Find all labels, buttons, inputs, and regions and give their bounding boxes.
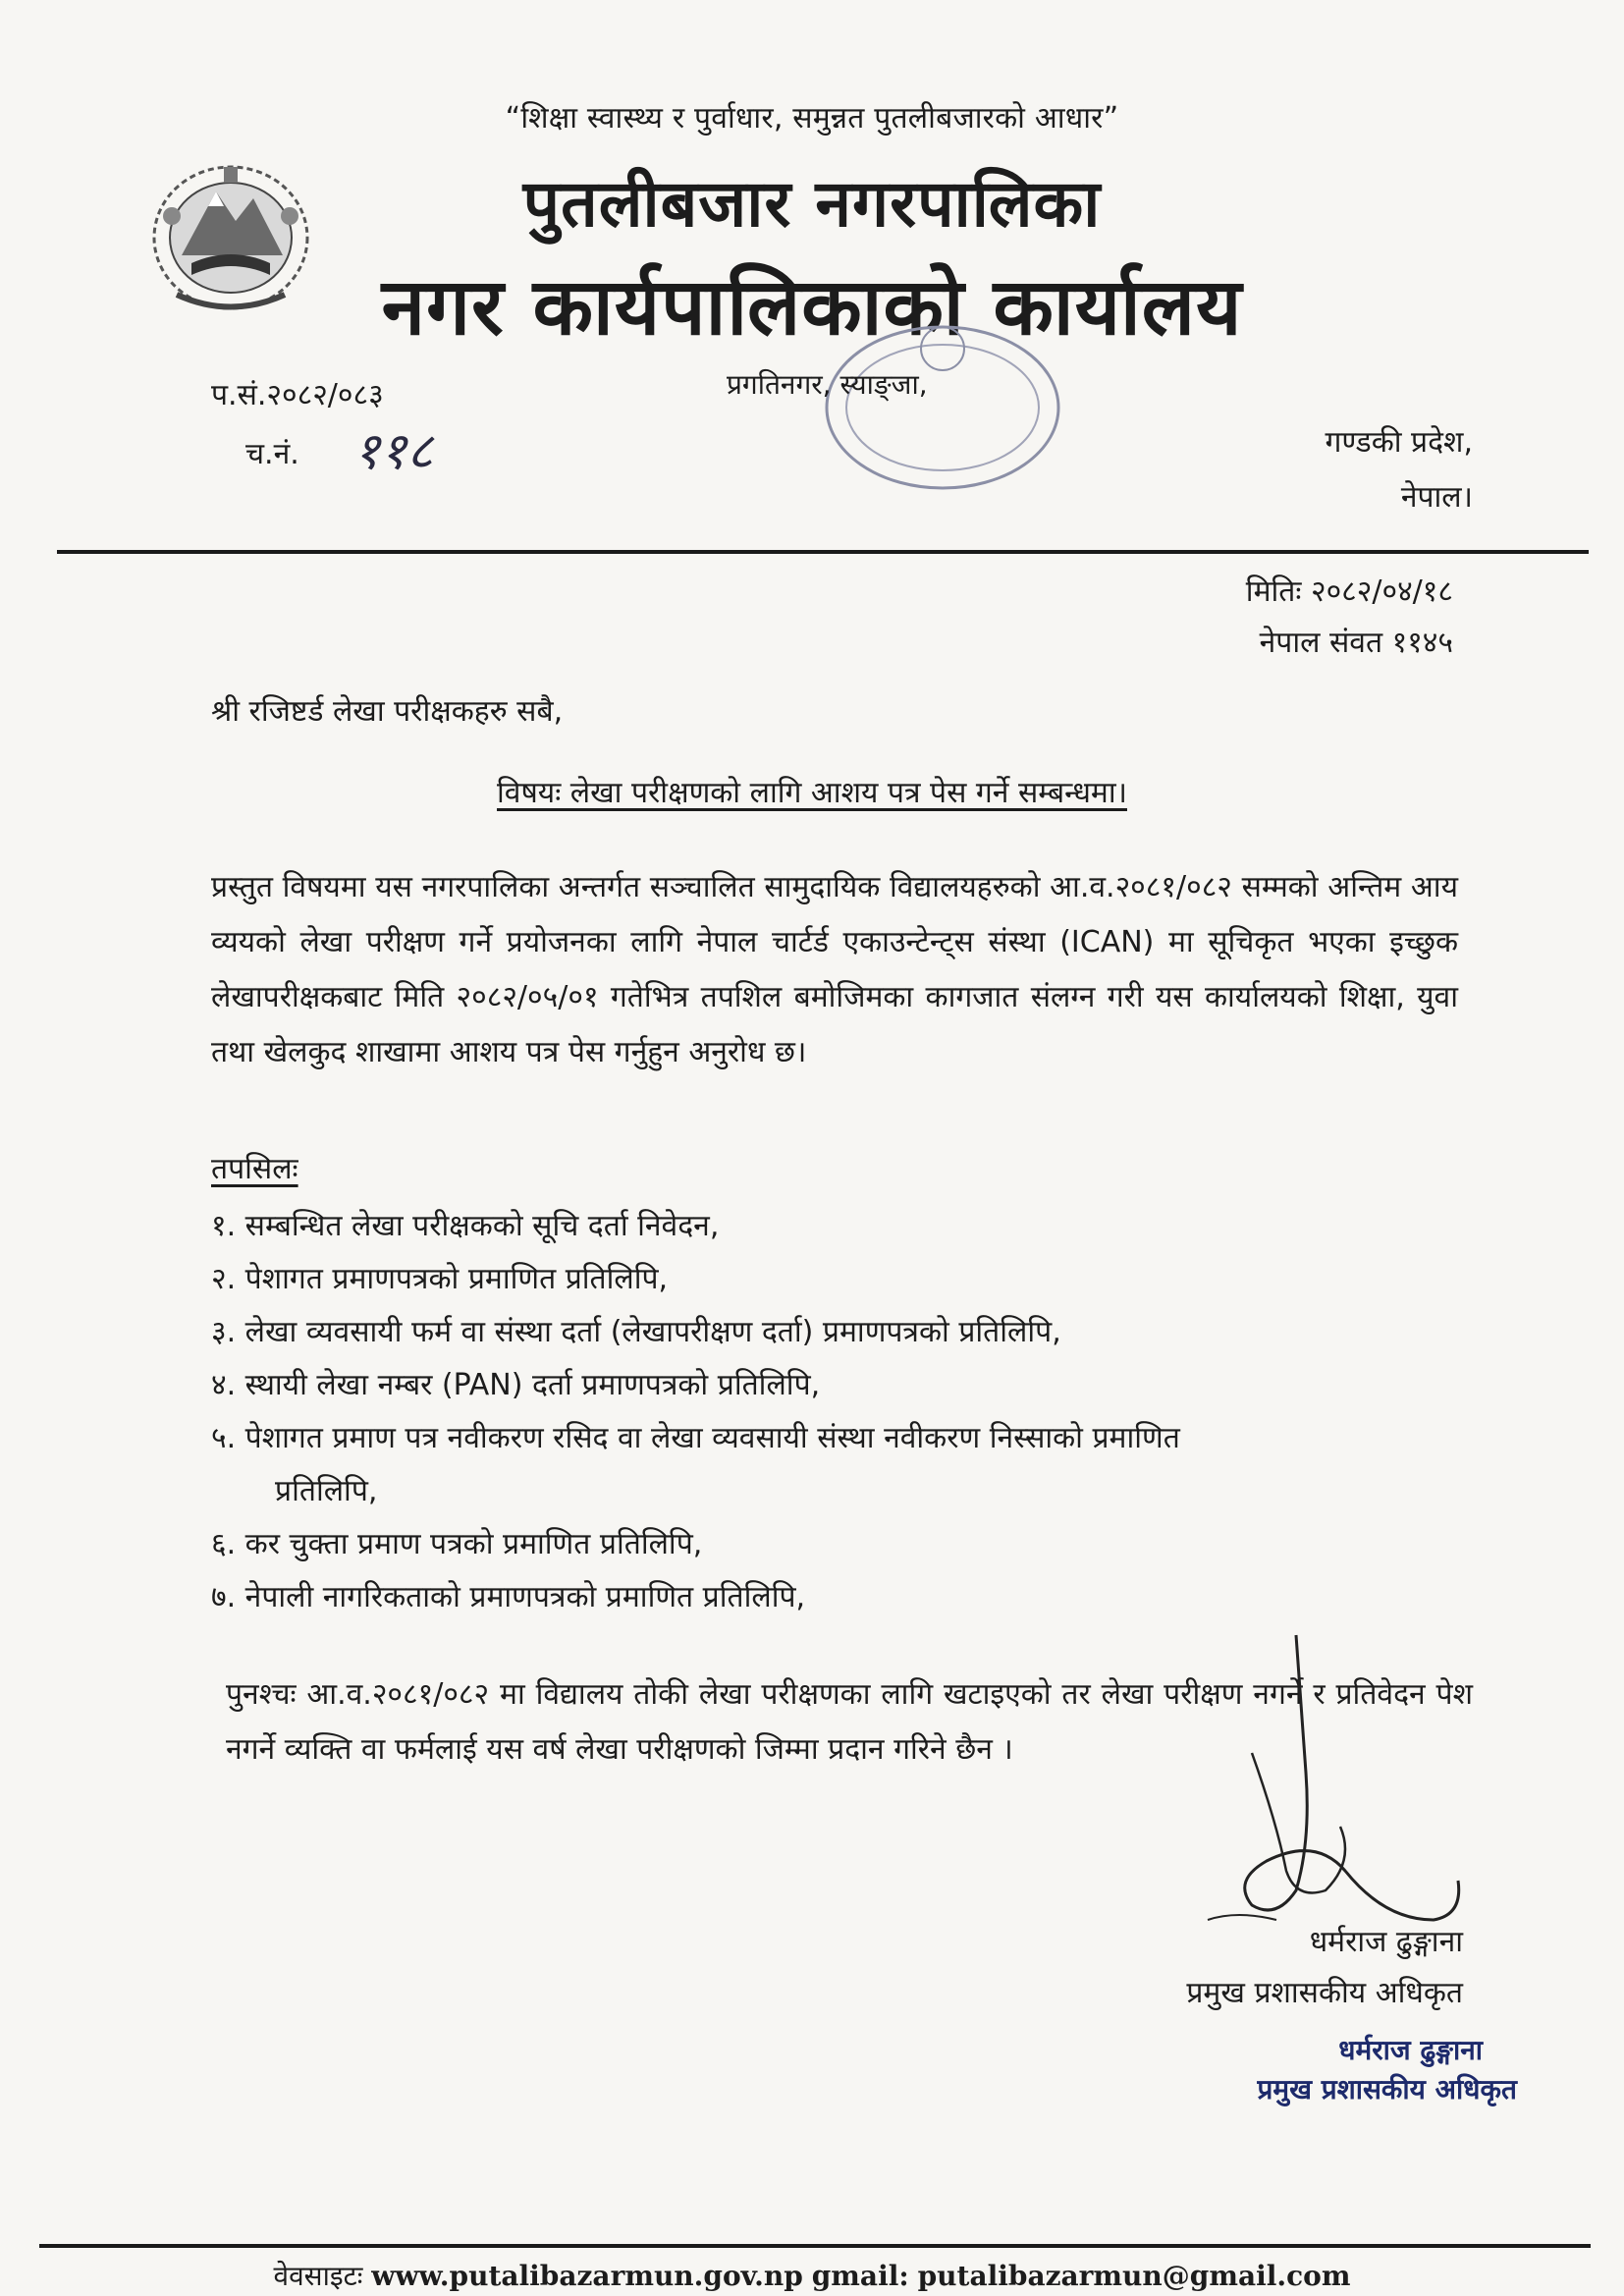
email-link[interactable]: putalibazarmun@gmail.com [917,2260,1351,2292]
office-address: प्रगतिनगर, स्याङ्जा, [727,368,928,401]
dispatch-number-handwritten: ११८ [353,422,434,481]
province: गण्डकी प्रदेश, [1325,425,1473,460]
dispatch-label: च.नं. [245,437,299,471]
details-list [211,1200,1468,1624]
country: नेपाल। [1400,480,1473,515]
footer-divider [39,2244,1591,2248]
list-item-continuation: प्रतिलिपि, [275,1474,378,1508]
office-name: नगर कार्यपालिकाको कार्यालय [381,261,1243,353]
office-round-stamp [795,314,1070,511]
list-item: ४. स्थायी लेखा नम्बर (PAN) दर्ता प्रमाणपत्रको प्रतिलिपि, [211,1368,821,1402]
list-item: १. सम्बन्धित लेखा परीक्षकको सूचि दर्ता निवेदन, [211,1209,720,1243]
list-item: ३. लेखा व्यवसायी फर्म वा संस्था दर्ता (लेखापरीक्षण दर्ता) प्रमाणपत्रको प्रतिलिपि, [211,1315,1061,1349]
handwritten-signature [1159,1625,1483,1959]
motto: “शिक्षा स्वास्थ्य र पुर्वाधार, समुन्नत पुतलीबजारको आधार” [505,101,1119,136]
org-name: पुतलीबजार नगरपालिका [522,166,1102,242]
list-item: २. पेशागत प्रमाणपत्रको प्रमाणित प्रतिलिपि, [211,1262,669,1296]
signatory-title: प्रमुख प्रशासकीय अधिकृत [1186,1976,1463,2010]
addressee: श्री रजिष्टर्ड लेखा परीक्षकहरु सबै, [211,694,564,729]
subject-line: विषयः लेखा परीक्षणको लागि आशय पत्र पेस गर्ने सम्बन्धमा। [497,776,1127,810]
reference-number: प.सं.२०८२/०८३ [211,378,384,412]
postscript: पुनश्चः आ.व.२०८१/०८२ मा विद्यालय तोकी लेखा परीक्षणका लागि खटाइएको तर लेखा परीक्षण नगर्ने र प्रतिवेदन पेश नगर्ने व्यक्ति वा फर्मलाई यस वर्ष लेखा परीक्षणको जिम्मा प्रदान गरिने छैन । [226,1677,1473,1767]
header-divider [57,550,1589,554]
website-link[interactable]: www.putalibazarmun.gov.np [371,2260,803,2292]
signatory-name: धर्मराज ढुङ्गाना [1309,1925,1463,1959]
body-paragraph: प्रस्तुत विषयमा यस नगरपालिका अन्तर्गत सञ्चालित सामुदायिक विद्यालयहरुको आ.व.२०८१/०८२ सम्मको अन्तिम आय व्ययको लेखा परीक्षण गर्ने प्रयोजनका लागि नेपाल चार्टर्ड एकाउन्टेन्ट्स संस्था (ICAN) मा सूचिकृत भएका इच्छुक लेखापरीक्षकबाट मिति २०८२/०५/०१ गतेभित्र तपशिल बमोजिमका कागजात संलग्न गरी यस कार्यालयको शिक्षा, युवा तथा खेलकुद शाखामा आशय पत्र पेस गर्नुहुन अनुरोध छ। [211,870,1458,1069]
list-item: ७. नेपाली नागरिकताको प्रमाणपत्रको प्रमाणित प्रतिलिपि, [211,1580,806,1614]
list-item: ६. कर चुक्ता प्रमाण पत्रको प्रमाणित प्रतिलिपि, [211,1527,703,1561]
letter-date: मितिः २०८२/०४/१८ [1245,574,1453,609]
website-label: वेवसाइटः [273,2260,363,2292]
footer-contact [0,2257,1624,2294]
list-item: ५. पेशागत प्रमाण पत्र नवीकरण रसिद वा लेखा व्यवसायी संस्था नवीकरण निस्साको प्रमाणित [211,1421,1180,1455]
email-label: gmail: [811,2260,909,2292]
stamp-signatory-name: धर्मराज ढुङ्गाना [1338,2034,1483,2066]
nepal-samvat-year: नेपाल संवत ११४५ [1259,626,1453,660]
details-heading: तपसिलः [211,1152,298,1186]
dispatch-number-row [245,422,434,481]
stamp-signatory-title: प्रमुख प्रशासकीय अधिकृत [1257,2073,1517,2105]
